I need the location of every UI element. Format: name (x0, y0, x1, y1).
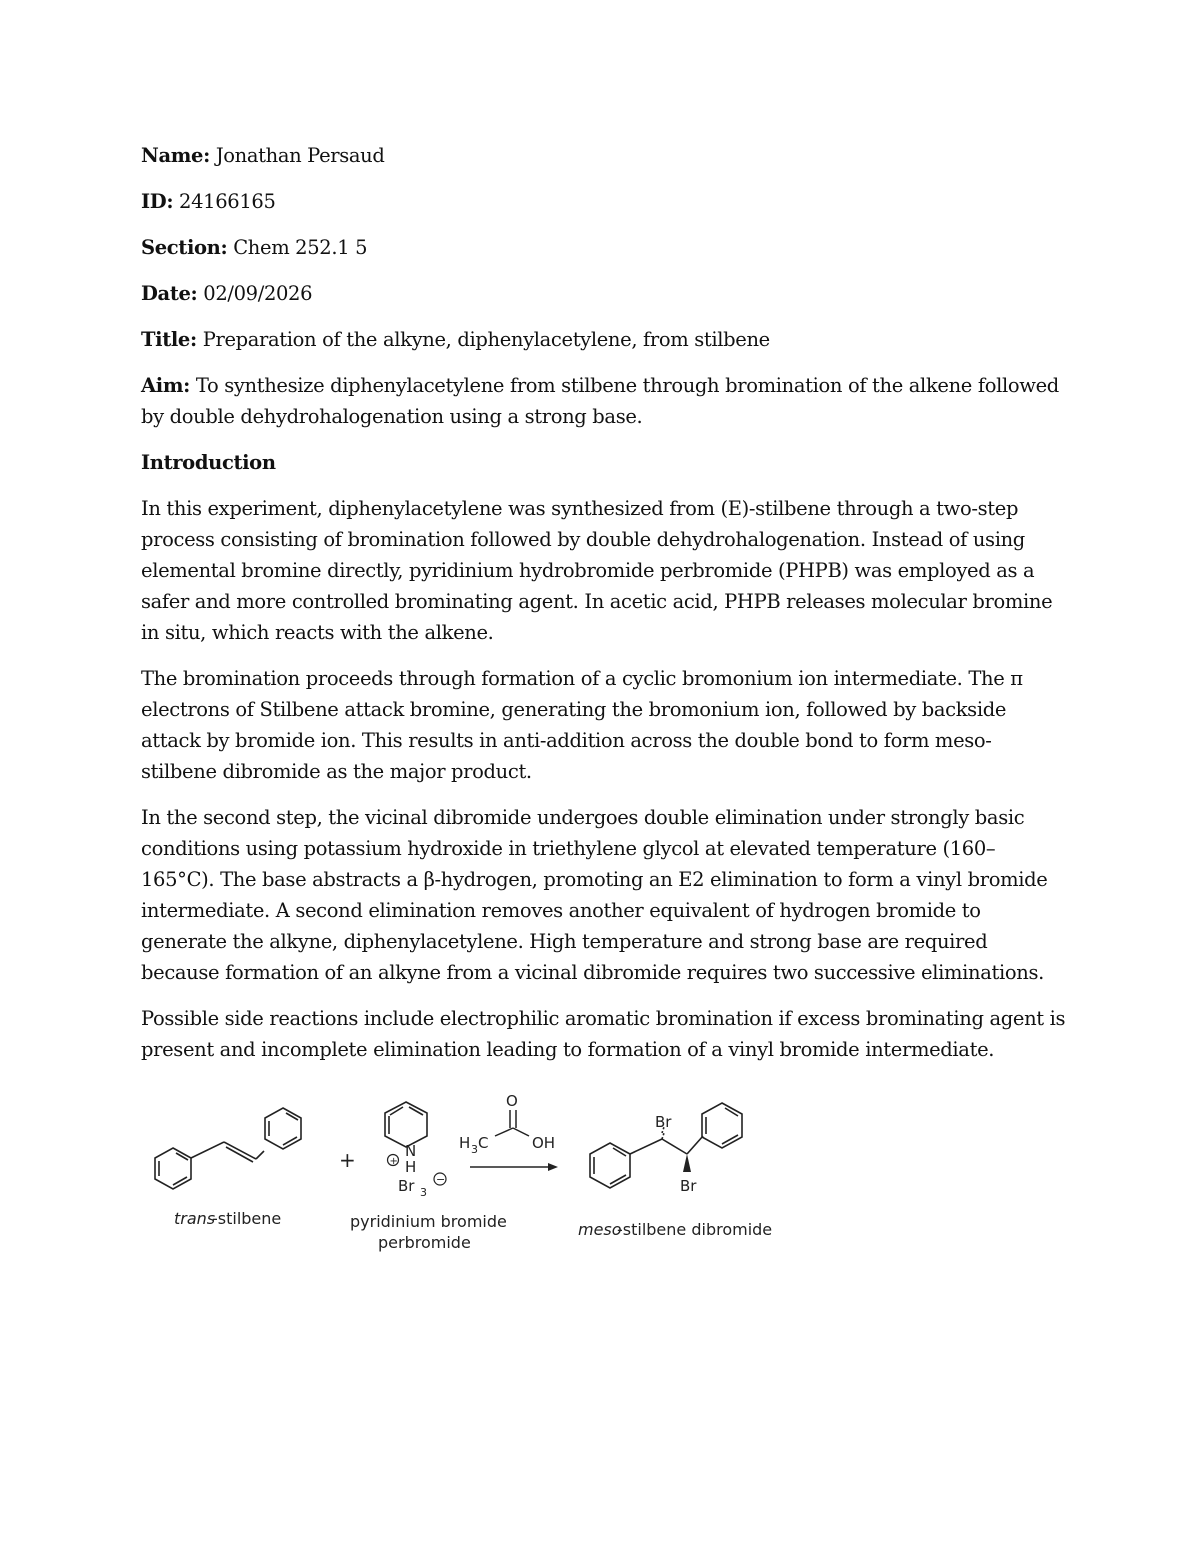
tribromide-symbol: Br (398, 1177, 415, 1195)
name-field (141, 140, 1066, 171)
date-label: Date: (141, 282, 198, 305)
acetic-oxygen: O (506, 1092, 518, 1110)
reaction-scheme (140, 1088, 800, 1263)
tribromide-minus: − (436, 1173, 446, 1186)
title-field (141, 324, 1066, 355)
pyridinium-plus: + (389, 1156, 398, 1167)
product-label-prefix: meso (578, 1220, 622, 1239)
date-field (141, 278, 1066, 309)
section-field (141, 232, 1066, 263)
introduction-heading: Introduction (141, 451, 276, 474)
methyl-subscript: 3 (471, 1143, 478, 1156)
pyridinium-nitrogen: N (405, 1142, 417, 1160)
acetic-acid-structure (459, 1092, 555, 1156)
methyl-c: C (478, 1134, 489, 1152)
plus-sign: + (339, 1148, 356, 1172)
hydroxyl-group: OH (532, 1134, 556, 1152)
introduction-paragraph-2: The bromination proceeds through formation of a cyclic bromonium ion intermediate. The π electrons of Stilbene attack bromine, generating the bromonium ion, followed by backside attack by bromide ion. This results in anti-addition across the double bond to form meso-stilbene dibromide as the major product. (141, 667, 1023, 783)
introduction-paragraph-3: In the second step, the vicinal dibromide undergoes double elimination under strongly basic conditions using potassium hydroxide in triethylene glycol at elevated temperature (160–165°C). The base abstracts a β-hydrogen, promoting an E2 elimination to form a vinyl bromide intermediate. A second elimination removes another equivalent of hydrogen bromide to generate the alkyne, diphenylacetylene. High temperature and strong base are required because formation of an alkyne from a vicinal dibromide requires two successive eliminations. (141, 806, 1048, 984)
trans-stilbene-structure (155, 1108, 301, 1189)
document-body (141, 140, 1066, 1080)
tribromide-subscript: 3 (420, 1186, 427, 1199)
aim-value: To synthesize diphenylacetylene from stilbene through bromination of the alkene followed by double dehydrohalogenation using a strong base. (141, 374, 1059, 428)
name-value: Jonathan Persaud (215, 144, 385, 167)
pyridinium-hydrogen: H (405, 1158, 417, 1176)
id-value: 24166165 (179, 190, 276, 213)
aim-field (141, 370, 1066, 432)
trans-stilbene-label-suffix: -stilbene (212, 1209, 282, 1228)
product-bromine-bottom: Br (680, 1177, 697, 1195)
id-field (141, 186, 1066, 217)
product-bromine-top: Br (655, 1113, 672, 1131)
name-label: Name: (141, 144, 210, 167)
methyl-bond (495, 1128, 513, 1136)
introduction-paragraph-4: Possible side reactions include electrophilic aromatic bromination if excess brominating agent is present and incomplete elimination leading to formation of a vinyl bromide intermediate. (141, 1007, 1066, 1061)
product-label-suffix: -stilbene dibromide (617, 1220, 773, 1239)
reaction-scheme-drawing (140, 1088, 800, 1263)
trans-stilbene-label-prefix: trans (174, 1209, 216, 1228)
hydroxyl-bond (513, 1128, 529, 1136)
aim-label: Aim: (141, 374, 190, 397)
wedge-bond (683, 1154, 691, 1172)
id-label: ID: (141, 190, 174, 213)
reagent-label-line1: pyridinium bromide (350, 1212, 507, 1231)
methyl-h: H (459, 1134, 471, 1152)
reagent-label-line2: perbromide (378, 1233, 471, 1252)
section-label: Section: (141, 236, 228, 259)
date-value: 02/09/2026 (203, 282, 313, 305)
title-value: Preparation of the alkyne, diphenylacetylene, from stilbene (202, 328, 770, 351)
introduction-paragraph-1: In this experiment, diphenylacetylene was synthesized from (E)-stilbene through a two-step process consisting of bromination followed by double dehydrohalogenation. Instead of using elemental bromine directly, pyridinium hydrobromide perbromide (PHPB) was employed as a safer and more controlled brominating agent. In acetic acid, PHPB releases molecular bromine in situ, which reacts with the alkene. (141, 497, 1053, 644)
title-label: Title: (141, 328, 197, 351)
reaction-arrow-head (548, 1163, 558, 1171)
pyridinium-structure (385, 1102, 427, 1147)
section-value: Chem 252.1 5 (233, 236, 368, 259)
